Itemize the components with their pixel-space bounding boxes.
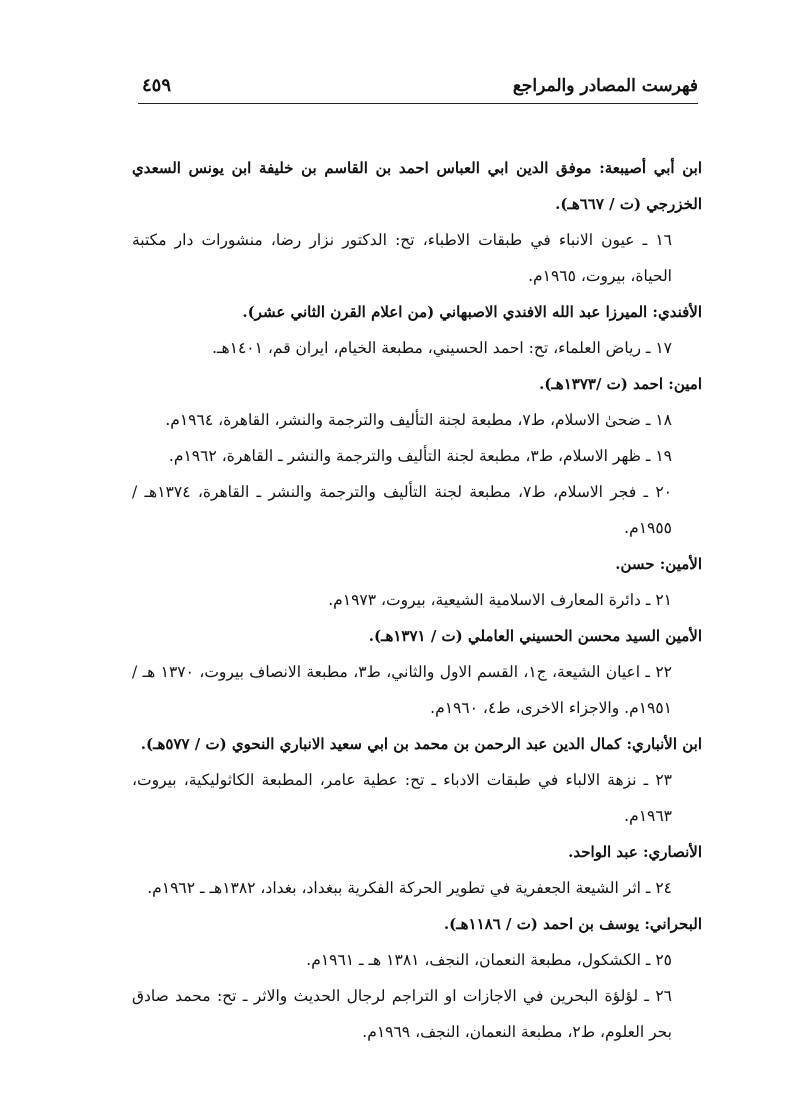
bibliography-list [132,150,702,1050]
page-number: ٤٥٩ [142,75,172,96]
bibliography-entry: ٢٤ ـ اثر الشيعة الجعفرية في تطوير الحركة الفكرية ببغداد، بغداد، ١٣٨٢هـ ـ ١٩٦٢م. [147,879,672,897]
author-heading: ابن الأنباري: كمال الدين عبد الرحمن بن محمد بن ابي سعيد الانباري النحوي (ت / ٥٧٧هـ). [140,735,702,753]
bibliography-entry: ١٦ ـ عيون الانباء في طبقات الاطباء، تح: الدكتور نزار رضا، منشورات دار مكتبة الحياة، بيروت، ١٩٦٥م. [132,231,672,285]
author-heading: الأفندي: الميرزا عبد الله الافندي الاصبهاني (من اعلام القرن الثاني عشر). [242,303,702,321]
bibliography-entry: ١٨ ـ ضحىٰ الاسلام، ط٧، مطبعة لجنة التأليف والترجمة والنشر، القاهرة، ١٩٦٤م. [165,411,672,429]
page-header [138,72,698,104]
bibliography-entry: ٢٦ ـ لؤلؤة البحرين في الاجازات او التراجم لرجال الحديث والاثر ـ تح: محمد صادق بحر العلوم، ط٢، مطبعة النعمان، النجف، ١٩٦٩م. [132,987,672,1041]
bibliography-entry: ٢١ ـ دائرة المعارف الاسلامية الشيعية، بيروت، ١٩٧٣م. [328,591,672,609]
header-rule [138,103,698,104]
author-heading: الأمين السيد محسن الحسيني العاملي (ت / ١٣٧١هـ). [368,627,702,645]
author-heading: الأنصاري: عبد الواحد. [568,843,702,861]
running-title: فهرست المصادر والمراجع [512,76,698,96]
bibliography-entry: ٢٢ ـ اعيان الشيعة، ج١، القسم الاول والثاني، ط٣، مطبعة الانصاف بيروت، ١٣٧٠ هـ / ١٩٥١م. والاجزاء الاخرى، ط٤، ١٩٦٠م. [132,663,672,717]
bibliography-entry: ٢٣ ـ نزهة الالباء في طبقات الادباء ـ تح: عطية عامر، المطبعة الكاثوليكية، بيروت، ١٩٦٣م. [132,771,672,825]
bibliography-entry: ٢٠ ـ فجر الاسلام، ط٧، مطبعة لجنة التأليف والترجمة والنشر ـ القاهرة، ١٣٧٤هـ / ١٩٥٥م. [132,483,672,537]
author-heading: امين: احمد (ت /١٣٧٣هـ). [539,375,702,393]
author-heading: الأمين: حسن. [615,555,702,573]
bibliography-entry: ١٩ ـ ظهر الاسلام، ط٣، مطبعة لجنة التأليف والترجمة والنشر ـ القاهرة، ١٩٦٢م. [168,447,672,465]
author-heading: البحراني: يوسف بن احمد (ت / ١١٨٦هـ). [443,915,702,933]
bibliography-entry: ١٧ ـ رياض العلماء، تح: احمد الحسيني، مطبعة الخيام، ايران قم، ١٤٠١هـ. [211,339,672,357]
author-heading: ابن أبي أصيبعة: موفق الدين ابي العباس احمد بن القاسم بن خليفة ابن يونس السعدي الخزرجي (ت / ٦٦٧هـ). [132,159,702,213]
bibliography-entry: ٢٥ ـ الكشكول، مطبعة النعمان، النجف، ١٣٨١ هـ ـ ١٩٦١م. [306,951,672,969]
